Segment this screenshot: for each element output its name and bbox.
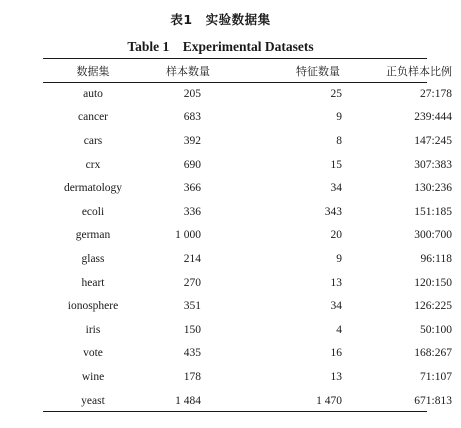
cell-ratio: [373, 129, 461, 153]
cell-ratio: [373, 318, 461, 342]
cell-dataset: iris: [85, 323, 101, 336]
cell-value: 34: [330, 300, 342, 313]
header-pos-neg-ratio: 正负样本比例: [386, 64, 452, 78]
cell-value: 8: [336, 134, 342, 147]
cell-value: 126:225: [414, 300, 452, 313]
cell-value: 71:107: [420, 370, 452, 383]
cell-feature-count: [233, 176, 373, 200]
cell-value: 336: [183, 205, 201, 218]
cell-value: 50:100: [420, 323, 452, 336]
table-row: [43, 200, 461, 224]
cell-value: 9: [336, 252, 342, 265]
table-row: [43, 365, 461, 389]
cell-ratio: [373, 106, 461, 130]
table-row: [43, 129, 461, 153]
cell-value: 392: [183, 134, 201, 147]
cell-value: 15: [330, 158, 342, 171]
cell-feature-count: [233, 294, 373, 318]
cell-dataset: crx: [85, 158, 101, 171]
cell-value: 214: [183, 252, 201, 265]
cell-sample-count: [143, 224, 233, 248]
cell-value: 9: [336, 111, 342, 124]
cell-value: 20: [330, 229, 342, 242]
cell-dataset: auto: [83, 87, 103, 100]
cell-feature-count: [233, 129, 373, 153]
table-row: [43, 389, 461, 413]
cell-feature-count: [233, 224, 373, 248]
cell-value: 1 000: [175, 229, 201, 242]
cell-sample-count: [143, 294, 233, 318]
table-row: [43, 342, 461, 366]
cell-value: 300:700: [414, 229, 452, 242]
cell-sample-count: [143, 200, 233, 224]
cell-feature-count: [233, 247, 373, 271]
cell-ratio: [373, 294, 461, 318]
cell-sample-count: [143, 82, 233, 106]
cell-value: 683: [183, 111, 201, 124]
cell-value: 168:267: [414, 347, 452, 360]
cell-value: 13: [330, 370, 342, 383]
cell-value: 1 470: [316, 394, 342, 407]
table-row: [43, 153, 461, 177]
cell-value: 147:245: [414, 134, 452, 147]
cell-dataset: heart: [81, 276, 105, 289]
cell-value: 25: [330, 87, 342, 100]
cell-dataset: ionosphere: [67, 300, 119, 313]
cell-value: 366: [183, 182, 201, 195]
cell-feature-count: [233, 82, 373, 106]
datasets-table: [43, 59, 461, 412]
cell-sample-count: [143, 247, 233, 271]
table-row: [43, 247, 461, 271]
cell-feature-count: [233, 389, 373, 413]
cell-sample-count: [143, 318, 233, 342]
cell-value: 34: [330, 182, 342, 195]
cell-sample-count: [143, 271, 233, 295]
cell-dataset: vote: [83, 347, 103, 360]
cell-feature-count: [233, 271, 373, 295]
cell-value: 351: [183, 300, 201, 313]
cell-dataset: cars: [83, 134, 103, 147]
cell-value: 239:444: [414, 111, 452, 124]
table-row: [43, 224, 461, 248]
cell-dataset: dermatology: [63, 182, 123, 195]
cell-feature-count: [233, 200, 373, 224]
header-feature-count: 特征数量: [296, 64, 340, 78]
table-header-row: [43, 59, 461, 82]
cell-feature-count: [233, 153, 373, 177]
cell-value: 205: [183, 87, 201, 100]
cell-ratio: [373, 82, 461, 106]
cell-ratio: [373, 200, 461, 224]
cell-value: 4: [336, 323, 342, 336]
cell-ratio: [373, 365, 461, 389]
cell-sample-count: [143, 176, 233, 200]
cell-value: 130:236: [414, 182, 452, 195]
cell-value: 307:383: [414, 158, 452, 171]
cell-value: 27:178: [420, 87, 452, 100]
table-row: [43, 318, 461, 342]
cell-ratio: [373, 271, 461, 295]
cell-value: 151:185: [414, 205, 452, 218]
cell-dataset: cancer: [78, 111, 108, 124]
header-dataset: 数据集: [76, 64, 110, 78]
cell-value: 435: [183, 347, 201, 360]
cell-sample-count: [143, 106, 233, 130]
cell-value: 120:150: [414, 276, 452, 289]
table-row: [43, 176, 461, 200]
cell-sample-count: [143, 342, 233, 366]
table-row: [43, 106, 461, 130]
cell-sample-count: [143, 129, 233, 153]
cell-dataset: glass: [81, 252, 105, 265]
table-row: [43, 82, 461, 106]
table-row: [43, 294, 461, 318]
table-row: [43, 271, 461, 295]
header-sample-count: 样本数量: [166, 64, 210, 78]
cell-value: 96:118: [420, 252, 452, 265]
cell-value: 270: [183, 276, 201, 289]
cell-sample-count: [143, 389, 233, 413]
cell-value: 1 484: [175, 394, 201, 407]
cell-feature-count: [233, 365, 373, 389]
cell-value: 690: [183, 158, 201, 171]
cell-feature-count: [233, 342, 373, 366]
cell-dataset: wine: [81, 370, 105, 383]
cell-ratio: [373, 176, 461, 200]
cell-value: 343: [324, 205, 342, 218]
table-caption-chinese: 表1 实验数据集: [170, 12, 271, 27]
cell-dataset: yeast: [81, 394, 105, 407]
cell-value: 150: [183, 323, 201, 336]
cell-value: 16: [330, 347, 342, 360]
cell-sample-count: [143, 153, 233, 177]
cell-dataset: ecoli: [81, 205, 105, 218]
table-caption-english: Table 1 Experimental Datasets: [127, 39, 314, 54]
cell-ratio: [373, 247, 461, 271]
cell-ratio: [373, 224, 461, 248]
cell-value: 178: [183, 370, 201, 383]
cell-ratio: [373, 389, 461, 413]
cell-sample-count: [143, 365, 233, 389]
cell-dataset: german: [75, 229, 111, 242]
cell-value: 671:813: [414, 394, 452, 407]
cell-ratio: [373, 342, 461, 366]
cell-feature-count: [233, 106, 373, 130]
cell-ratio: [373, 153, 461, 177]
cell-value: 13: [330, 276, 342, 289]
cell-feature-count: [233, 318, 373, 342]
